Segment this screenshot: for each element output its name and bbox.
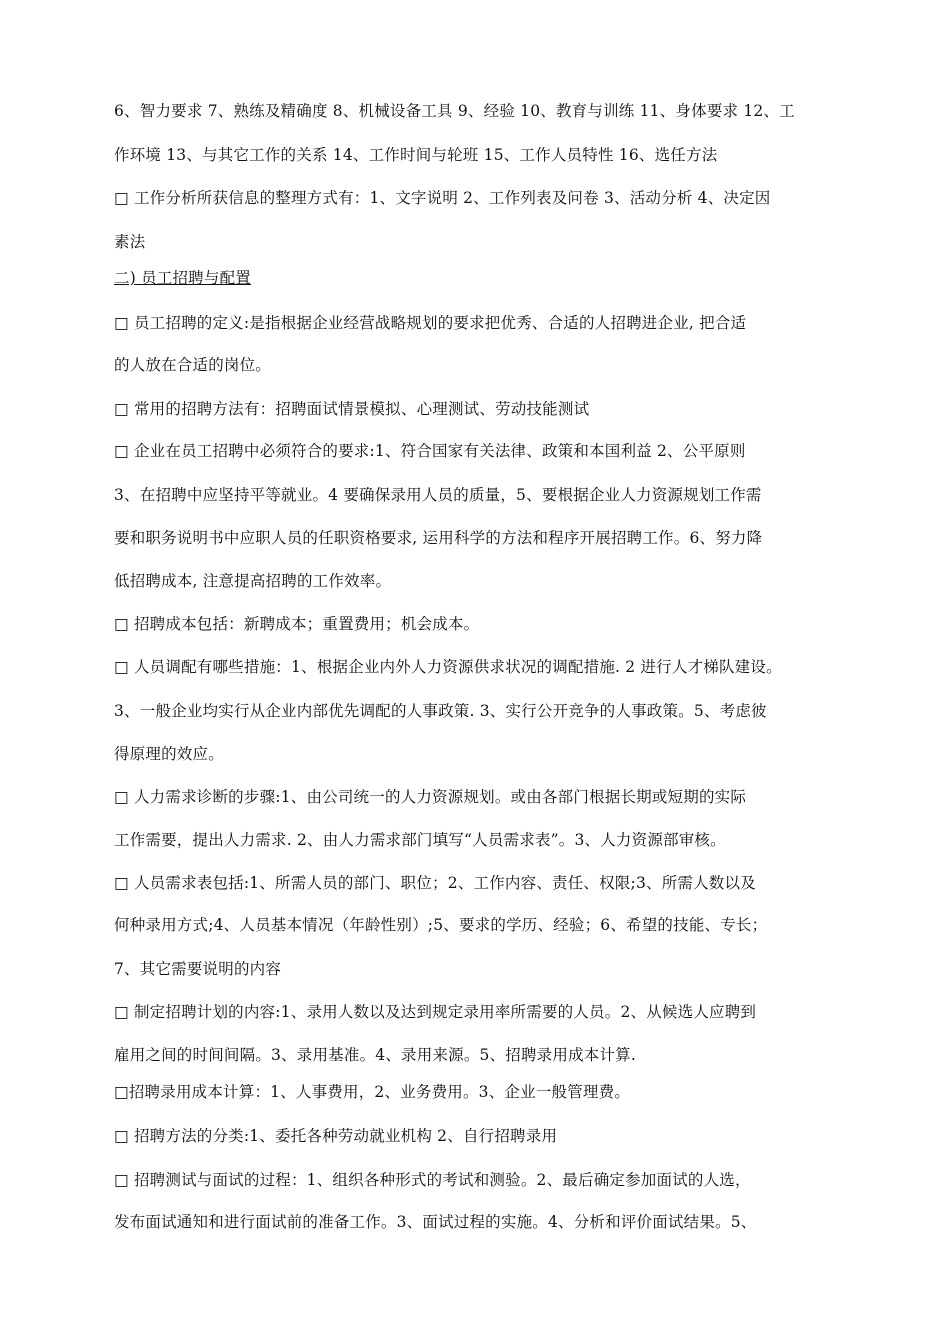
text-line: 低招聘成本, 注意提高招聘的工作效率。: [114, 572, 392, 590]
text-line: □ 常用的招聘方法有：招聘面试情景模拟、心理测试、劳动技能测试: [114, 400, 590, 418]
text-line: 雇用之间的时间间隔。3、录用基准。4、录用来源。5、招聘录用成本计算.: [114, 1046, 637, 1064]
text-line: □ 招聘测试与面试的过程：1、组织各种形式的考试和测验。2、最后确定参加面试的人选，: [114, 1171, 751, 1189]
text-line: □ 人力需求诊断的步骤:1、由公司统一的人力资源规划。或由各部门根据长期或短期的实际: [114, 788, 747, 806]
text-line: 得原理的效应。: [114, 745, 224, 763]
text-line: □ 员工招聘的定义:是指根据企业经营战略规划的要求把优秀、合适的人招聘进企业, 把合适: [114, 314, 747, 332]
text-line: 7、其它需要说明的内容: [114, 960, 282, 978]
text-line: □ 人员需求表包括:1、所需人员的部门、职位；2、工作内容、责任、权限;3、所需人数以及: [114, 874, 756, 892]
text-line: □招聘录用成本计算：1、人事费用，2、业务费用。3、企业一般管理费。: [114, 1083, 631, 1101]
text-line: 作环境 13、与其它工作的关系 14、工作时间与轮班 15、工作人员特性 16、选任方法: [114, 146, 718, 164]
text-line: 3、一般企业均实行从企业内部优先调配的人事政策. 3、实行公开竞争的人事政策。5、考虑彼: [114, 702, 767, 720]
text-line: □ 招聘成本包括：新聘成本；重置费用；机会成本。: [114, 615, 480, 633]
text-line: □ 工作分析所获信息的整理方式有：1、文字说明 2、工作列表及问卷 3、活动分析 4、决定因: [114, 189, 771, 207]
text-line: 6、智力要求 7、熟练及精确度 8、机械设备工具 9、经验 10、教育与训练 11、身体要求 12、工: [114, 102, 795, 120]
section-heading: 二) 员工招聘与配置: [114, 269, 251, 287]
text-line: 要和职务说明书中应职人员的任职资格要求, 运用科学的方法和程序开展招聘工作。6、努力降: [114, 529, 763, 547]
text-line: □ 人员调配有哪些措施：1、根据企业内外人力资源供求状况的调配措施. 2 进行人才梯队建设。: [114, 658, 782, 676]
text-line: 的人放在合适的岗位。: [114, 356, 272, 374]
text-line: □ 企业在员工招聘中必须符合的要求:1、符合国家有关法律、政策和本国利益 2、公平原则: [114, 442, 746, 460]
text-line: 素法: [114, 233, 146, 251]
text-line: □ 招聘方法的分类:1、委托各种劳动就业机构 2、自行招聘录用: [114, 1127, 558, 1145]
text-line: 3、在招聘中应坚持平等就业。4 要确保录用人员的质量，5、要根据企业人力资源规划工作需: [114, 486, 762, 504]
text-line: 何种录用方式;4、人员基本情况（年龄性别）;5、要求的学历、经验；6、希望的技能、专长；: [114, 916, 768, 934]
text-line: □ 制定招聘计划的内容:1、录用人数以及达到规定录用率所需要的人员。2、从候选人应聘到: [114, 1003, 757, 1021]
text-line: 工作需要，提出人力需求. 2、由人力需求部门填写“人员需求表”。3、人力资源部审核。: [114, 831, 726, 849]
text-line: 发布面试通知和进行面试前的准备工作。3、面试过程的实施。4、分析和评价面试结果。5、: [114, 1213, 757, 1231]
